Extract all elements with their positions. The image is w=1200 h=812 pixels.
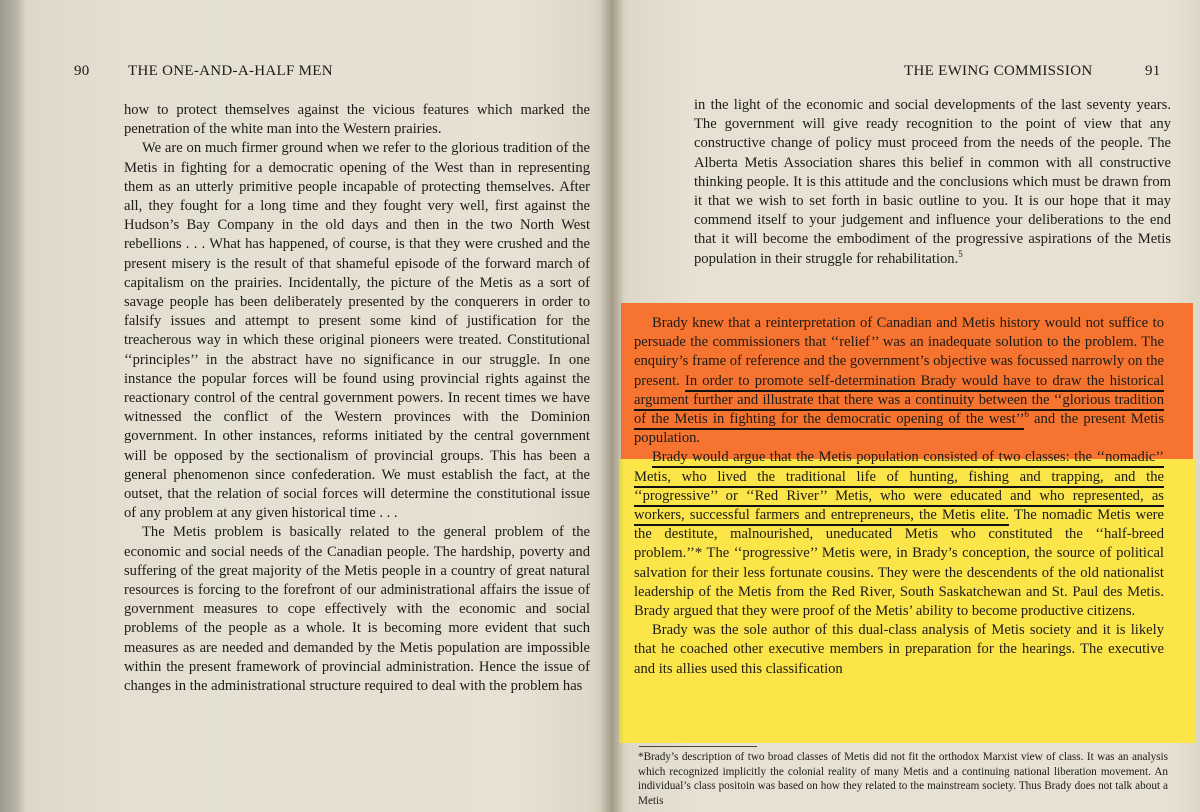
- highlighted-paragraph-1: [634, 314, 1164, 448]
- para1-plain: Brady knew that a reinterpretation of Canadian and Metis history would not suffice to persuade the commissioners that ‘‘relief’’ was an inadequate solution to the problem. The enquiry’s frame of reference and the government’s objective was focussed narrowly on the present.: [634, 315, 1164, 389]
- left-body-text: [124, 101, 590, 696]
- para2-plain: The nomadic Metis were the destitute, malnourished, uneducated Metis who constituted the ‘‘half-breed problem.’’* The ‘‘progressive’’ Metis were, in Brady’s conception, the source of political salvation for their less fortunate cousins. They were the descendents of the old nationalist leadership of the Metis from the Red River, South Saskatchewan and St. Paul des Metis. Brady argued that they were proof of the Metis’ ability to become productive citizens.: [634, 507, 1165, 620]
- highlighted-paragraph-3: Brady was the sole author of this dual-class analysis of Metis society and it is likely that he coached other executive members in preparation for the hearings. The executive and its allies used this classification: [634, 622, 1164, 677]
- left-paragraph-2: We are on much firmer ground when we refer to the glorious tradition of the Metis in fighting for a democratic opening of the West than in representing them as an utterly primitive people incapable of protecting themselves. After all, they fought for a long time and they fought very well, first against the Hudson’s Bay Company in the old days and then in the two North West rebellions . . . What has happened, of course, is that they were crushed and the present misery is the result of that shameful episode of the forward march of capitalism on the prairies. Incidentally, the picture of the Metis as a sort of savage people has been deliberately presented by the conquerers in order to falsify issues and attempt to present some kind of justification for the treacherous way in which these original pioneers were treated. Constitutional ‘‘principles’’ in the abstract have no significance in our struggle. In one instance the popular forces will be found using provincial rights against the reactionary control of the central government powers. In recent times we have witnessed the conflict of the Western provinces with the Dominion government. In other instances, reforms initiated by the central government will be opposed by the sectionalism of provincial groups. This has been a general phenomenon since confederation. We must establish the fact, at the outset, that the relation of social forces will determine the constitutional issue of any problem at any given historical time . . .: [124, 140, 590, 522]
- footnote-ref-6: 6: [1024, 409, 1029, 420]
- quote-text: in the light of the economic and social developments of the last seventy years. The government will give ready recognition to the point of view that any constructive change of policy must proceed from the needs of the people. The Alberta Metis Association shares this belief in common with all constructive thinking people. It is this attitude and the conclusions which must be drawn from it that we wish to set forth in basic outline to you. It is our hope that it may commend itself to your judgement and influence your deliberations to the end that it will become the embodiment of the progressive aspirations of the Metis population in their struggle for rehabilitation.: [694, 97, 1171, 267]
- right-running-head: THE EWING COMMISSION: [904, 63, 1093, 79]
- left-paragraph-1: how to protect themselves against the vicious features which marked the penetration of the white man into the Western prairies.: [124, 102, 590, 138]
- right-page: [612, 0, 1200, 812]
- highlighted-text: [634, 314, 1164, 679]
- highlighted-paragraph-2: [634, 448, 1164, 621]
- left-paragraph-3: The Metis problem is basically related to the general problem of the economic and social needs of the Canadian people. The hardship, poverty and suffering of the great majority of the Metis people in a country of great natural resources is forcing to the forefront of our administrational affairs the issue of government measures to cope effectively with the economic and social problems of the people as a whole. It is becoming more evident that such measures as are needed and demanded by the Metis population are impossible within the present framework of provincial administration. Hence the issue of changes in the administrational structure required to deal with the problem has: [124, 524, 590, 695]
- para2-underlined: Brady would argue that the Metis population consisted of two classes: the ‘‘nomadic’’ Metis, who lived the traditional life of hunting, fishing and trapping, and the ‘‘progressive’’ or ‘‘Red River’’ Metis, who were educated and who represented, as workers, successful farmers and entrepreneurs, the Metis elite.: [634, 449, 1164, 526]
- left-running-head: THE ONE-AND-A-HALF MEN: [128, 63, 333, 79]
- footnote-rule: [639, 746, 757, 747]
- para1-end: and the present Metis population.: [634, 411, 1165, 447]
- footnote: *Brady’s description of two broad classes of Metis did not fit the orthodox Marxist view of class. It was an analysis which recognized implicitly the colonial reality of many Metis and a continuing national liberation movement. An individual’s class positoin was based on how they related to the mainstream society. Thus Brady does not talk about a Metis: [638, 751, 1168, 807]
- footnote-ref-5: 5: [958, 248, 963, 259]
- book-gutter: [600, 0, 624, 812]
- right-page-number: 91: [1145, 63, 1161, 79]
- page-edge-shadow: [0, 0, 26, 812]
- para1-underlined: In order to promote self-determination Brady would have to draw the historical argument further and illustrate that there was a continuity between the ‘‘glorious tradition of the Metis in fighting for the democratic opening of the west’’: [634, 373, 1164, 430]
- left-page-number: 90: [74, 63, 90, 79]
- quote-continuation: [694, 96, 1171, 269]
